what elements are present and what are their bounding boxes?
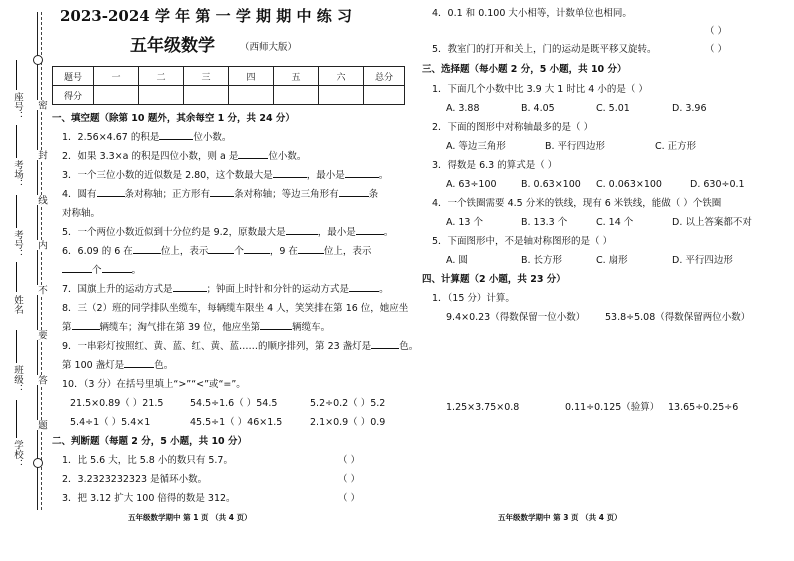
page-footer: 五年级数学期中 第 3 页 （共 4 页） — [498, 513, 622, 522]
calc-item: 9.4×0.23（得数保留一位小数） — [446, 312, 586, 323]
student-no-field[interactable] — [16, 195, 17, 228]
score-head-cell: 总分 — [364, 67, 405, 86]
exam-room-label: 考场： — [12, 160, 23, 189]
compare-item[interactable]: 45.5÷1（ ）46×1.5 — [190, 417, 283, 428]
choice-option[interactable]: C. 0.063×100 — [596, 179, 662, 190]
judge-1: 1．比 5.6 大，比 5.8 小的数只有 5.7。 — [62, 455, 233, 466]
school-label: 学校： — [12, 440, 23, 469]
name-label: 姓名 — [12, 295, 23, 314]
score-cell[interactable] — [274, 86, 319, 105]
score-head-cell: 三 — [184, 67, 229, 86]
answer-blank[interactable] — [124, 367, 154, 368]
question-3: 3．一个三位小数的近似数是 2.80，这个数最大是 ，最小是 。 — [62, 170, 389, 181]
seal-char: 密 — [36, 100, 47, 110]
answer-blank[interactable] — [273, 177, 307, 178]
judge-2: 2．3.2323232323 是循环小数。 — [62, 474, 208, 485]
score-head-cell: 一 — [94, 67, 139, 86]
choice-option[interactable]: D. 3.96 — [672, 103, 707, 114]
fold-line-dashed — [41, 12, 42, 510]
question-8: 8．三（2）班的同学排队坐缆车，每辆缆车限坐 4 人，笑笑排在第 16 位，她应坐 — [62, 303, 409, 314]
seal-char: 封 — [36, 150, 47, 160]
judge-4: 4．0.1 和 0.100 大小相等，计数单位也相同。 — [432, 8, 632, 19]
answer-blank[interactable] — [345, 177, 379, 178]
choice-option[interactable]: C. 5.01 — [596, 103, 630, 114]
answer-blank[interactable] — [238, 158, 268, 159]
question-8-cont: 第 辆缆车；淘气排在第 39 位，他应坐第 辆缆车。 — [62, 322, 331, 333]
seal-char: 内 — [36, 240, 47, 250]
calc-item: 53.8÷5.08（得数保留两位小数） — [605, 312, 751, 323]
choice-option[interactable]: A. 63÷100 — [446, 179, 497, 190]
section-2-heading: 二、判断题（每题 2 分，5 小题，共 10 分） — [52, 436, 247, 447]
question-10: 10．（3 分）在括号里填上“>”“<”或“=”。 — [62, 379, 246, 390]
choice-option[interactable]: C. 扇形 — [596, 255, 628, 266]
choice-2: 2．下面的图形中对称轴最多的是（ ） — [432, 122, 594, 133]
choice-option[interactable]: B. 13.3 个 — [521, 217, 568, 228]
class-label: 班级： — [12, 365, 23, 394]
answer-blank[interactable] — [371, 348, 399, 349]
choice-5: 5．下面图形中，不是轴对称图形的是（ ） — [432, 236, 613, 247]
score-head-cell: 题号 — [53, 67, 94, 86]
question-6-cont: 个 。 — [62, 265, 141, 277]
answer-blank[interactable] — [102, 272, 132, 273]
score-head-cell: 二 — [139, 67, 184, 86]
school-field[interactable] — [16, 400, 17, 438]
choice-option[interactable]: B. 4.05 — [521, 103, 555, 114]
fold-line — [37, 12, 38, 510]
compare-item[interactable]: 5.4÷1（ ）5.4×1 — [70, 417, 151, 428]
score-cell[interactable] — [139, 86, 184, 105]
score-row-label: 得分 — [53, 86, 94, 105]
binding-circle-top — [33, 55, 43, 65]
question-9: 9．一串彩灯按照红、黄、蓝、红、黄、蓝……的顺序排列，第 23 盏灯是 色。 — [62, 341, 419, 352]
choice-option[interactable]: A. 等边三角形 — [446, 141, 506, 152]
answer-blank[interactable] — [159, 139, 193, 140]
seal-char: 不 — [36, 285, 47, 295]
choice-option[interactable]: B. 长方形 — [521, 255, 563, 266]
answer-blank[interactable] — [210, 196, 234, 197]
score-cell[interactable] — [229, 86, 274, 105]
class-field[interactable] — [16, 330, 17, 363]
section-3-heading: 三、选择题（每小题 2 分，5 小题，共 10 分） — [422, 64, 627, 75]
answer-blank[interactable] — [349, 291, 379, 292]
score-cell[interactable] — [184, 86, 229, 105]
answer-blank[interactable] — [286, 234, 318, 235]
judge-answer-paren[interactable]: （ ） — [705, 44, 728, 55]
score-head-cell: 五 — [274, 67, 319, 86]
exam-room-field[interactable] — [16, 125, 17, 158]
answer-blank[interactable] — [298, 253, 324, 254]
score-cell[interactable] — [364, 86, 405, 105]
exam-seat-field[interactable] — [16, 60, 17, 90]
score-table — [52, 66, 405, 105]
choice-1: 1．下面几个小数中比 3.9 大 1 时比 4 小的是（ ） — [432, 84, 648, 95]
question-6: 6．6.09 的 6 在 位上，表示 个 ，9 在 位上，表示 — [62, 246, 372, 257]
name-field[interactable] — [16, 262, 17, 292]
score-head-cell: 六 — [319, 67, 364, 86]
choice-option[interactable]: A. 13 个 — [446, 217, 483, 228]
choice-option[interactable]: C. 正方形 — [655, 141, 697, 152]
choice-option[interactable]: B. 0.63×100 — [521, 179, 581, 190]
question-1: 1．2.56×4.67 的积是 位小数。 — [62, 132, 232, 143]
choice-3: 3．得数是 6.3 的算式是（ ） — [432, 160, 558, 171]
question-4: 4．圆有 条对称轴；正方形有 条对称轴；等边三角形有 条 — [62, 189, 379, 200]
choice-option[interactable]: D. 以上答案都不对 — [672, 217, 752, 228]
section-4-heading: 四、计算题（2 小题，共 23 分） — [422, 274, 566, 285]
choice-option[interactable]: A. 圆 — [446, 255, 468, 266]
score-cell[interactable] — [319, 86, 364, 105]
seal-char: 要 — [36, 330, 47, 340]
judge-3: 3．把 3.12 扩大 100 倍得的数是 312。 — [62, 493, 236, 504]
seal-char: 答 — [36, 375, 47, 385]
answer-blank[interactable] — [244, 253, 270, 254]
compare-item[interactable]: 54.5÷1.6（ ）54.5 — [190, 398, 278, 409]
calc-question-1: 1．（15 分）计算。 — [432, 293, 515, 304]
choice-option[interactable]: B. 平行四边形 — [545, 141, 606, 152]
judge-answer-paren[interactable]: （ ） — [705, 26, 728, 37]
answer-blank[interactable] — [97, 196, 125, 197]
score-head-cell: 四 — [229, 67, 274, 86]
calc-item: 1.25×3.75×0.8 — [446, 402, 520, 413]
choice-4: 4．一个铁圈需要 4.5 分米的铁线，现有 6 米铁线，能做（ ）个铁圈 — [432, 198, 722, 209]
question-2: 2．如果 3.3×a 的积是四位小数，则 a 是 位小数。 — [62, 151, 307, 162]
question-4-cont: 对称轴。 — [62, 208, 101, 219]
judge-5: 5．教室门的打开和关上，门的运动是既平移又旋转。 — [432, 44, 657, 55]
answer-blank[interactable] — [208, 253, 234, 254]
answer-blank[interactable] — [133, 253, 161, 254]
choice-option[interactable]: C. 14 个 — [596, 217, 634, 228]
compare-item[interactable]: 5.2÷0.2（ ）5.2 — [310, 398, 386, 409]
judge-answer-paren[interactable]: （ ） — [338, 493, 361, 504]
answer-blank[interactable] — [72, 329, 100, 330]
answer-blank[interactable] — [260, 329, 292, 330]
exam-edition: （西师大版） — [240, 42, 298, 53]
choice-option[interactable]: A. 3.88 — [446, 103, 480, 114]
choice-option[interactable]: D. 630÷0.1 — [690, 179, 745, 190]
answer-blank[interactable] — [339, 196, 369, 197]
seal-char: 线 — [36, 195, 47, 205]
answer-blank[interactable] — [62, 272, 92, 273]
question-7: 7．国旗上升的运动方式是 ；钟面上时针和分针的运动方式是 。 — [62, 284, 389, 295]
compare-item[interactable]: 21.5×0.89（ ）21.5 — [70, 398, 164, 409]
answer-blank[interactable] — [356, 234, 384, 235]
score-cell[interactable] — [94, 86, 139, 105]
page-footer: 五年级数学期中 第 1 页 （共 4 页） — [128, 513, 252, 522]
exam-seat-label: 座号： — [12, 92, 23, 121]
binding-circle-bottom — [33, 458, 43, 468]
compare-item[interactable]: 2.1×0.9（ ）0.9 — [310, 417, 386, 428]
question-9-cont: 第 100 盏灯是 色。 — [62, 360, 174, 371]
judge-answer-paren[interactable]: （ ） — [338, 455, 361, 466]
calc-item: 13.65÷0.25÷6 — [668, 402, 739, 413]
question-5: 5．一个两位小数近似到十分位约是 9.2，原数最大是 ，最小是 。 — [62, 227, 394, 238]
choice-option[interactable]: D. 平行四边形 — [672, 255, 733, 266]
seal-char: 题 — [36, 420, 47, 430]
exam-subtitle: 五年级数学 — [130, 36, 215, 56]
section-1-heading: 一、填空题（除第 10 题外，其余每空 1 分，共 24 分） — [52, 113, 295, 124]
judge-answer-paren[interactable]: （ ） — [338, 474, 361, 485]
exam-title: 2023-2024 学 年 第 一 学 期 期 中 练 习 — [60, 7, 352, 25]
student-no-label: 考号： — [12, 230, 23, 259]
calc-item: 0.11÷0.125（验算） — [565, 402, 660, 413]
answer-blank[interactable] — [173, 291, 207, 292]
